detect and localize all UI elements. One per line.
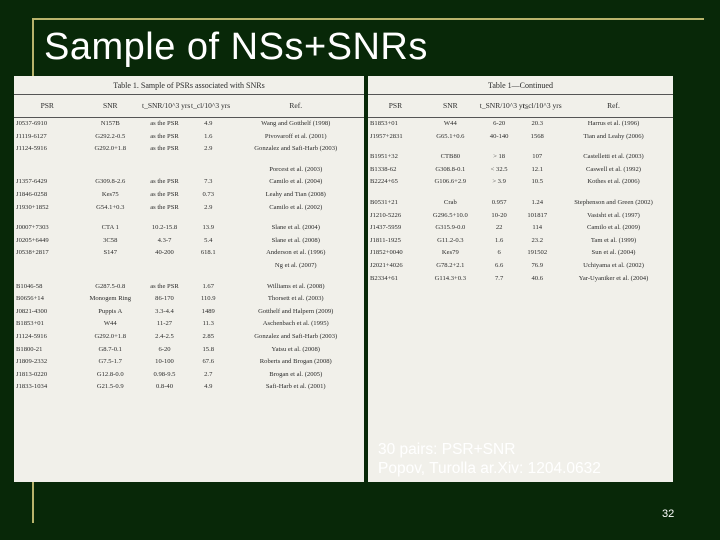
table-cell: > 3.9 <box>492 178 506 186</box>
table-row <box>368 273 673 286</box>
table-cell: G7.5-1.7 <box>98 358 122 366</box>
table-cell: B1951+32 <box>370 153 398 161</box>
table-cell: 4.9 <box>204 383 213 391</box>
table-row <box>14 222 364 235</box>
table-cell: G106.6+2.9 <box>434 178 467 186</box>
table-cell: J1846-0258 <box>16 190 48 198</box>
group-spacer <box>14 156 364 164</box>
table-cell: Kes75 <box>101 190 119 198</box>
table-cell <box>140 164 189 177</box>
table-cell: Uchiyama et al. (2002) <box>583 261 644 269</box>
table-row <box>14 281 364 294</box>
table-row <box>368 260 673 273</box>
table-cell: G296.5+10.0 <box>432 211 468 219</box>
table-image-left <box>14 76 364 482</box>
column-header: t_cl/10^3 yrs <box>191 101 231 110</box>
table-cell: as the PSR <box>150 282 179 290</box>
table-row <box>368 164 673 177</box>
table-cell: J1124-5916 <box>16 332 47 340</box>
psr-snr-table-continued <box>368 94 673 285</box>
table-cell: 3.3-4.4 <box>155 307 174 315</box>
table-cell: J1210-5226 <box>370 211 402 219</box>
table-cell: 40-140 <box>489 132 509 140</box>
table-caption: Table 1—Continued <box>488 81 553 90</box>
table-cell: CTA 1 <box>101 224 119 232</box>
table-cell: 10.5 <box>531 178 544 186</box>
table-row <box>368 210 673 223</box>
table-cell: G292.2-0.5 <box>95 132 126 140</box>
table-row <box>14 356 364 369</box>
table-cell: G78.2+2.1 <box>436 261 465 269</box>
table-cell: Camilo et al. (2009) <box>586 224 641 232</box>
table-cell: B1853+01 <box>370 120 398 127</box>
table-cell: 2.9 <box>204 145 213 153</box>
table-cell: Yar-Uyaniker et al. (2004) <box>578 274 649 282</box>
table-row <box>368 222 673 235</box>
group-spacer <box>14 214 364 222</box>
group-spacer <box>368 143 673 151</box>
table-row <box>14 189 364 202</box>
table-cell: 107 <box>532 153 543 161</box>
group-spacer <box>368 189 673 197</box>
table-cell: Gonzalez and Safi-Harb (2003) <box>254 145 338 153</box>
table-cell: B2224+65 <box>370 178 398 186</box>
table-cell: 10.2-15.8 <box>151 224 178 232</box>
group-spacer <box>14 273 364 281</box>
table-cell: Crab <box>443 198 457 206</box>
table-row <box>14 369 364 382</box>
table-cell: < 32.5 <box>490 165 508 173</box>
table-cell: 11-27 <box>156 320 173 328</box>
table-cell: 40-200 <box>155 249 174 257</box>
table-caption: Table 1. Sample of PSRs associated with SNRs <box>113 81 265 90</box>
table-cell: Pivovaroff et al. (2001) <box>264 132 327 140</box>
psr-snr-table <box>14 94 364 394</box>
table-cell: 110.9 <box>200 295 216 303</box>
table-cell: 1.6 <box>495 236 504 244</box>
table-cell: N157B <box>100 120 120 127</box>
table-cell: Camilo et al. (2004) <box>269 178 323 186</box>
table-cell <box>81 164 141 177</box>
table-cell: Kothes et al. (2006) <box>587 178 640 186</box>
table-cell: 191502 <box>527 249 548 257</box>
table-cell: Tam et al. (1999) <box>590 236 637 244</box>
table-cell: W44 <box>443 120 457 127</box>
table-cell: 40.6 <box>531 274 544 282</box>
table-cell: 6-20 <box>158 345 171 353</box>
table-cell: 7.7 <box>495 274 504 282</box>
table-cell: 7.3 <box>204 178 213 186</box>
table-cell: J2021+4026 <box>370 261 403 269</box>
table-cell: Leahy and Tian (2008) <box>265 190 326 198</box>
table-cell: G8.7-0.1 <box>98 345 122 353</box>
table-cell: B1853+01 <box>16 320 44 328</box>
table-cell: J1813-0220 <box>16 370 48 378</box>
table-row <box>14 293 364 306</box>
table-row <box>368 176 673 189</box>
table-cell: 5.4 <box>204 236 213 244</box>
table-cell: Harrus et al. (1996) <box>587 120 640 127</box>
table-row <box>14 331 364 344</box>
table-cell: 1.6 <box>204 132 213 140</box>
table-cell: Slane et al. (2004) <box>271 224 320 232</box>
table-cell: 86-170 <box>155 295 174 303</box>
table-row <box>14 318 364 331</box>
table-cell <box>14 164 81 177</box>
column-header: Ref. <box>607 101 620 110</box>
table-cell: G54.1+0.3 <box>96 203 125 211</box>
table-cell: 12.1 <box>531 165 544 173</box>
table-cell: G308.8-0.1 <box>435 165 466 173</box>
table-cell: 114 <box>532 224 543 232</box>
table-cell: G11.2-0.3 <box>437 236 464 244</box>
table-cell: 4.9 <box>204 120 213 127</box>
table-row <box>14 247 364 260</box>
table-cell: G21.5-0.9 <box>96 383 124 391</box>
table-cell: B1046-58 <box>16 282 43 290</box>
table-row <box>14 202 364 215</box>
table-cell: 1.24 <box>531 198 544 206</box>
table-cell: as the PSR <box>150 203 179 211</box>
table-row <box>14 131 364 144</box>
table-cell: Wang and Gotthelf (1998) <box>261 120 331 127</box>
table-cell: Roberts and Brogan (2008) <box>259 358 332 366</box>
table-cell: Ng et al. (2007) <box>274 261 317 269</box>
table-cell: Thorsett et al. (2003) <box>267 295 324 303</box>
table-cell: as the PSR <box>150 190 179 198</box>
slide-caption <box>378 440 601 478</box>
table-cell: 6.6 <box>495 261 504 269</box>
table-cell: 6 <box>497 249 501 257</box>
table-cell: J0821-4300 <box>16 307 48 315</box>
table-cell: Anderson et al. (1996) <box>266 249 326 257</box>
table-row <box>368 131 673 144</box>
table-cell: G315.9-0.0 <box>435 224 466 232</box>
table-row <box>14 118 364 131</box>
column-header: t_SNR/10^3 yrs <box>479 101 529 110</box>
table-cell <box>189 164 228 177</box>
table-cell: Puppis A <box>98 307 123 315</box>
table-cell: 20.3 <box>531 120 544 127</box>
table-cell: 67.6 <box>202 358 215 366</box>
table-row <box>368 197 673 210</box>
table-cell: G114.3+0.3 <box>434 274 466 282</box>
table-cell: as the PSR <box>150 132 179 140</box>
frame-horizontal-line <box>32 18 704 20</box>
table-cell: Porcest et al. (2003) <box>269 165 323 173</box>
table-cell: G65.1+0.6 <box>436 132 465 140</box>
table-cell: as the PSR <box>150 145 179 153</box>
table-row <box>14 143 364 156</box>
table-cell: 10-100 <box>155 358 174 366</box>
table-image-right <box>368 76 673 482</box>
table-cell: Castelletti et al. (2003) <box>583 153 644 161</box>
table-cell: J0537-6910 <box>16 120 48 127</box>
table-cell: G292.0+1.8 <box>94 145 127 153</box>
table-row <box>368 151 673 164</box>
table-cell: J1852+0040 <box>370 249 403 257</box>
table-cell: J1957+2831 <box>370 132 403 140</box>
table-cell: as the PSR <box>150 120 179 127</box>
table-cell: G309.8-2.6 <box>95 178 126 186</box>
table-cell: 11.3 <box>202 320 214 328</box>
table-row <box>14 381 364 394</box>
table-cell: B2334+61 <box>370 274 398 282</box>
table-row <box>14 260 364 273</box>
table-cell: G12.8-0.0 <box>96 370 124 378</box>
table-cell: 618.1 <box>200 249 216 257</box>
slide-title: Sample of NSs+SNRs <box>44 26 428 68</box>
table-cell: 2.7 <box>204 370 213 378</box>
column-header: PSR <box>40 101 54 110</box>
table-cell: Kes79 <box>441 249 459 257</box>
table-cell: Aschenbach et al. (1995) <box>262 320 329 328</box>
table-cell: Monogem Ring <box>89 295 132 303</box>
table-cell: 22 <box>495 224 503 232</box>
table-cell: Slane et al. (2008) <box>271 236 320 244</box>
table-cell: 0.957 <box>491 198 507 206</box>
table-row <box>14 235 364 248</box>
table-cell: J1833-1034 <box>16 383 48 391</box>
table-cell: Brogan et al. (2005) <box>269 370 323 378</box>
column-header: SNR <box>102 101 118 110</box>
table-cell: 2.9 <box>204 203 213 211</box>
table-cell: 2.4-2.5 <box>155 332 174 340</box>
table-cell: 0.73 <box>202 190 215 198</box>
table-cell: > 18 <box>493 153 506 161</box>
table-cell: 0.98-9.5 <box>153 370 176 378</box>
table-cell: B1800-21 <box>16 345 43 353</box>
column-header: t_cl/10^3 yrs <box>522 101 562 110</box>
table-cell: B0656+14 <box>16 295 44 303</box>
table-cell: Gonzalez and Safi-Harb (2003) <box>254 332 338 340</box>
table-cell: 1.67 <box>202 282 215 290</box>
table-cell: Vasisht et al. (1997) <box>587 211 640 219</box>
caption-line: 30 pairs: PSR+SNR <box>378 441 516 458</box>
table-row <box>14 164 364 177</box>
table-cell: as the PSR <box>150 178 179 186</box>
table-row <box>368 118 673 131</box>
column-header: Ref. <box>289 101 303 110</box>
table-cell: Caswell et al. (1992) <box>586 165 641 173</box>
table-row <box>14 306 364 319</box>
table-cell: J0205+6449 <box>16 236 49 244</box>
table-cell: 101817 <box>527 211 548 219</box>
citation-line: Popov, Turolla ar.Xiv: 1204.0632 <box>378 460 601 477</box>
table-cell: Tian and Leahy (2006) <box>583 132 644 140</box>
table-cell: S147 <box>103 249 118 257</box>
table-cell: G292.0+1.8 <box>94 332 127 340</box>
table-cell: B1338-62 <box>370 165 397 173</box>
table-cell: G287.5-0.8 <box>95 282 126 290</box>
table-cell: 2.85 <box>202 332 215 340</box>
table-row <box>14 176 364 189</box>
table-cell: J1119-6127 <box>16 132 47 140</box>
table-cell: J1811-1925 <box>370 236 401 244</box>
table-cell: 4.3-7 <box>157 236 172 244</box>
table-cell <box>140 260 189 273</box>
table-row <box>368 247 673 260</box>
table-cell: J1437-5959 <box>370 224 402 232</box>
column-header: PSR <box>388 101 403 110</box>
table-row <box>368 235 673 248</box>
table-cell: Stephenson and Green (2002) <box>574 198 653 206</box>
table-cell: 76.9 <box>531 261 544 269</box>
table-cell: 13.9 <box>202 224 215 232</box>
column-header: t_SNR/10^3 yrs <box>142 101 191 110</box>
table-cell: J1357-6429 <box>16 178 48 186</box>
table-cell <box>189 260 228 273</box>
page-number: 32 <box>662 508 675 520</box>
table-cell: 23.2 <box>531 236 544 244</box>
table-cell: J0007+7303 <box>16 224 49 232</box>
table-cell: W44 <box>103 320 117 328</box>
table-cell <box>81 260 141 273</box>
table-cell: B0531+21 <box>370 198 398 206</box>
table-cell: 3C58 <box>103 236 118 244</box>
column-header: SNR <box>443 101 458 110</box>
table-cell: 10-20 <box>491 211 507 219</box>
table-cell: Williams et al. (2008) <box>266 282 325 290</box>
table-cell: 6-20 <box>493 120 506 127</box>
table-cell: 1489 <box>201 307 215 315</box>
table-cell: 1568 <box>530 132 544 140</box>
table-cell: Yatsu et al. (2008) <box>271 345 320 353</box>
table-cell: J0538+2817 <box>16 249 49 257</box>
table-cell: Gotthelf and Halpern (2009) <box>258 307 334 315</box>
table-cell: Safi-Harb et al. (2001) <box>265 383 326 391</box>
table-cell: CTB80 <box>440 153 461 161</box>
table-cell: 15.8 <box>202 345 215 353</box>
table-row <box>14 344 364 357</box>
table-cell: 0.8-40 <box>155 383 174 391</box>
table-cell: Camilo et al. (2002) <box>269 203 323 211</box>
table-cell: Sun et al. (2004) <box>591 249 636 257</box>
table-cell: J1124-5916 <box>16 145 47 153</box>
table-cell <box>14 260 81 273</box>
table-cell: J1930+1852 <box>16 203 49 211</box>
table-cell: J1809-2332 <box>16 358 48 366</box>
